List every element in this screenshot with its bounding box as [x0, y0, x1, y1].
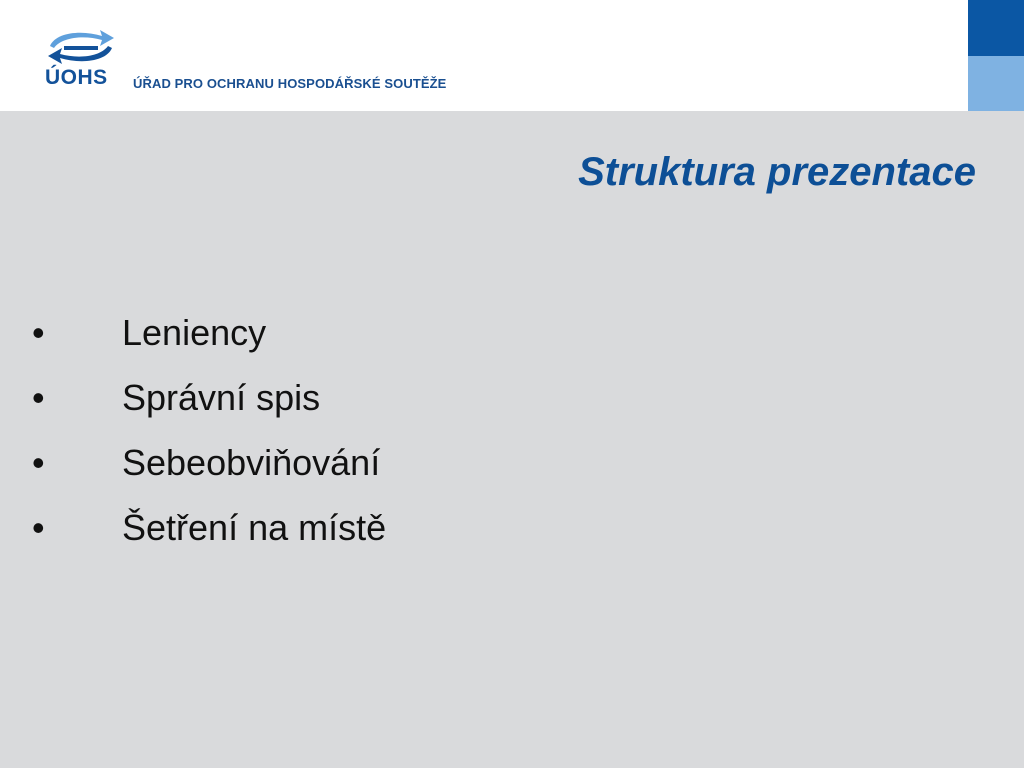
office-name: ÚŘAD PRO OCHRANU HOSPODÁŘSKÉ SOUTĚŽE — [133, 76, 447, 91]
bullet-text: Správní spis — [122, 377, 321, 418]
bullet-marker: • — [32, 507, 45, 548]
bullet-text: Šetření na místě — [122, 507, 387, 548]
slide-header — [0, 0, 1024, 111]
logo-text: ÚOHS — [45, 66, 108, 89]
bullet-text: Sebeobviňování — [122, 442, 381, 483]
corner-block-dark — [968, 0, 1024, 56]
corner-block-light — [968, 56, 1024, 111]
bullet-marker: • — [32, 442, 45, 483]
bullet-text: Leniency — [122, 312, 267, 353]
bullet-marker: • — [32, 377, 45, 418]
slide-title: Struktura prezentace — [578, 150, 976, 194]
bullet-marker: • — [32, 312, 45, 353]
